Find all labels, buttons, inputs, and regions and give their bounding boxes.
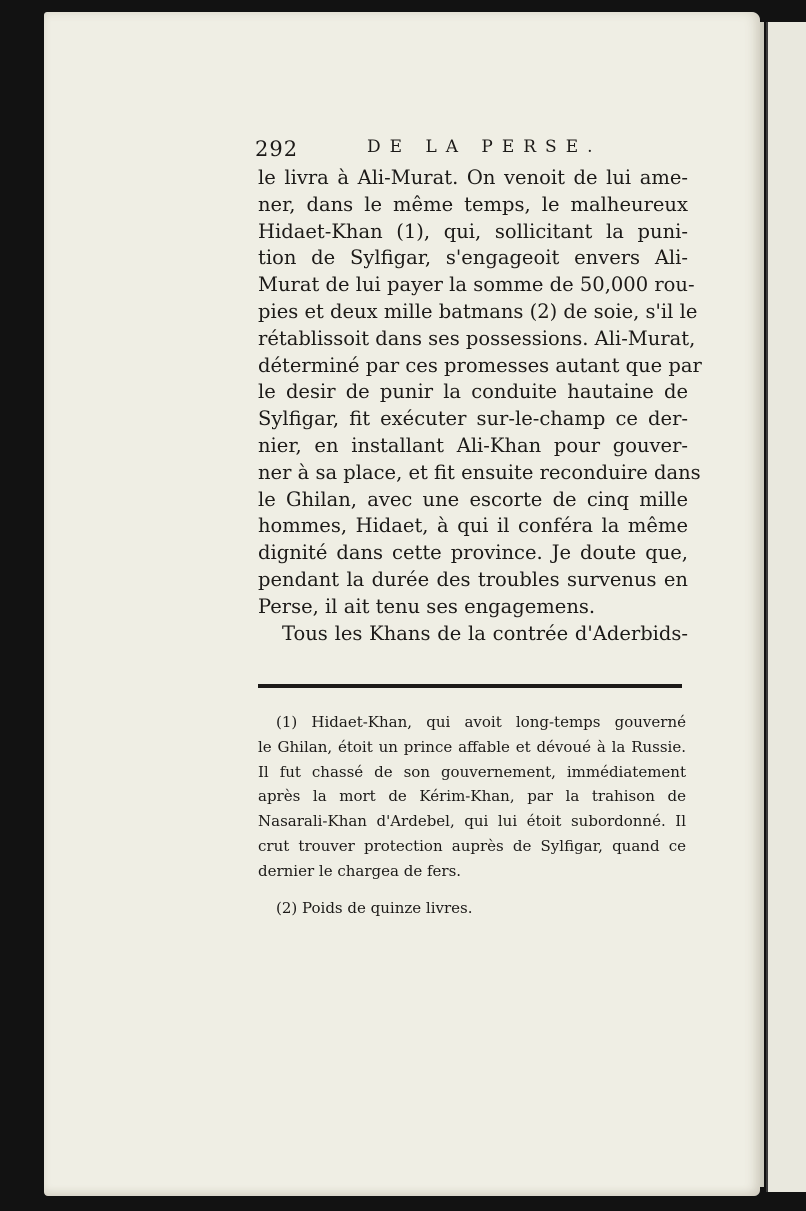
text-line: le livra à Ali-Murat. On venoit de lui ame- bbox=[258, 166, 688, 189]
text-line: rétablissoit dans ses possessions. Ali-Murat, bbox=[258, 326, 696, 350]
text-line: hommes, Hidaet, à qui il conféra la même bbox=[258, 514, 688, 538]
text-line: le Ghilan, avec une escorte de cinq mille bbox=[258, 487, 688, 511]
footnote-rule bbox=[258, 684, 682, 688]
page-header bbox=[255, 137, 675, 167]
footnote-line: Il fut chassé de son gouvernement, immédiatement bbox=[258, 762, 686, 781]
footnotes bbox=[258, 710, 686, 920]
main-text bbox=[258, 165, 702, 647]
text-line: Hidaet-Khan (1), qui, sollicitant la puni- bbox=[258, 219, 688, 243]
text-line: Sylfigar, fit exécuter sur-le-champ ce der- bbox=[258, 407, 688, 431]
footnote-line: le Ghilan, étoit un prince affable et dévoué à la Russie. bbox=[258, 737, 686, 756]
text-line: Perse, il ait tenu ses engagemens. bbox=[258, 594, 596, 618]
footnote-1 bbox=[258, 710, 686, 884]
text-line: Murat de lui payer la somme de 50,000 rou- bbox=[258, 273, 695, 297]
footnote-line: après la mort de Kérim-Khan, par la trahison de bbox=[258, 787, 686, 806]
text-line: pendant la durée des troubles survenus en bbox=[258, 567, 688, 591]
text-line: déterminé par ces promesses autant que par bbox=[258, 353, 702, 377]
page-number: 292 bbox=[255, 137, 299, 161]
text-line: ner à sa place, et fit ensuite reconduire dans bbox=[258, 460, 701, 484]
facing-page-edge bbox=[766, 22, 806, 1192]
footnote-line: (1) Hidaet-Khan, qui avoit long-temps gouverné bbox=[276, 713, 686, 731]
text-line: tion de Sylfigar, s'engageoit envers Ali- bbox=[258, 246, 688, 270]
text-line: ner, dans le même temps, le malheureux bbox=[258, 192, 688, 216]
footnote-line: Nasarali-Khan d'Ardebel, qui lui étoit subordonné. Il bbox=[258, 812, 686, 831]
footnote-line: crut trouver protection auprès de Sylfigar, quand ce bbox=[258, 836, 686, 855]
running-head: DE LA PERSE. bbox=[367, 137, 602, 157]
text-line: pies et deux mille batmans (2) de soie, s'il le bbox=[258, 299, 698, 323]
footnote-line: dernier le chargea de fers. bbox=[258, 861, 462, 880]
footnote-2: (2) Poids de quinze livres. bbox=[276, 898, 473, 917]
text-line: Tous les Khans de la contrée d'Aderbids- bbox=[282, 621, 688, 645]
text-line: dignité dans cette province. Je doute que, bbox=[258, 541, 688, 565]
text-line: le desir de punir la conduite hautaine de bbox=[258, 380, 688, 404]
text-line: nier, en installant Ali-Khan pour gouver- bbox=[258, 433, 688, 457]
